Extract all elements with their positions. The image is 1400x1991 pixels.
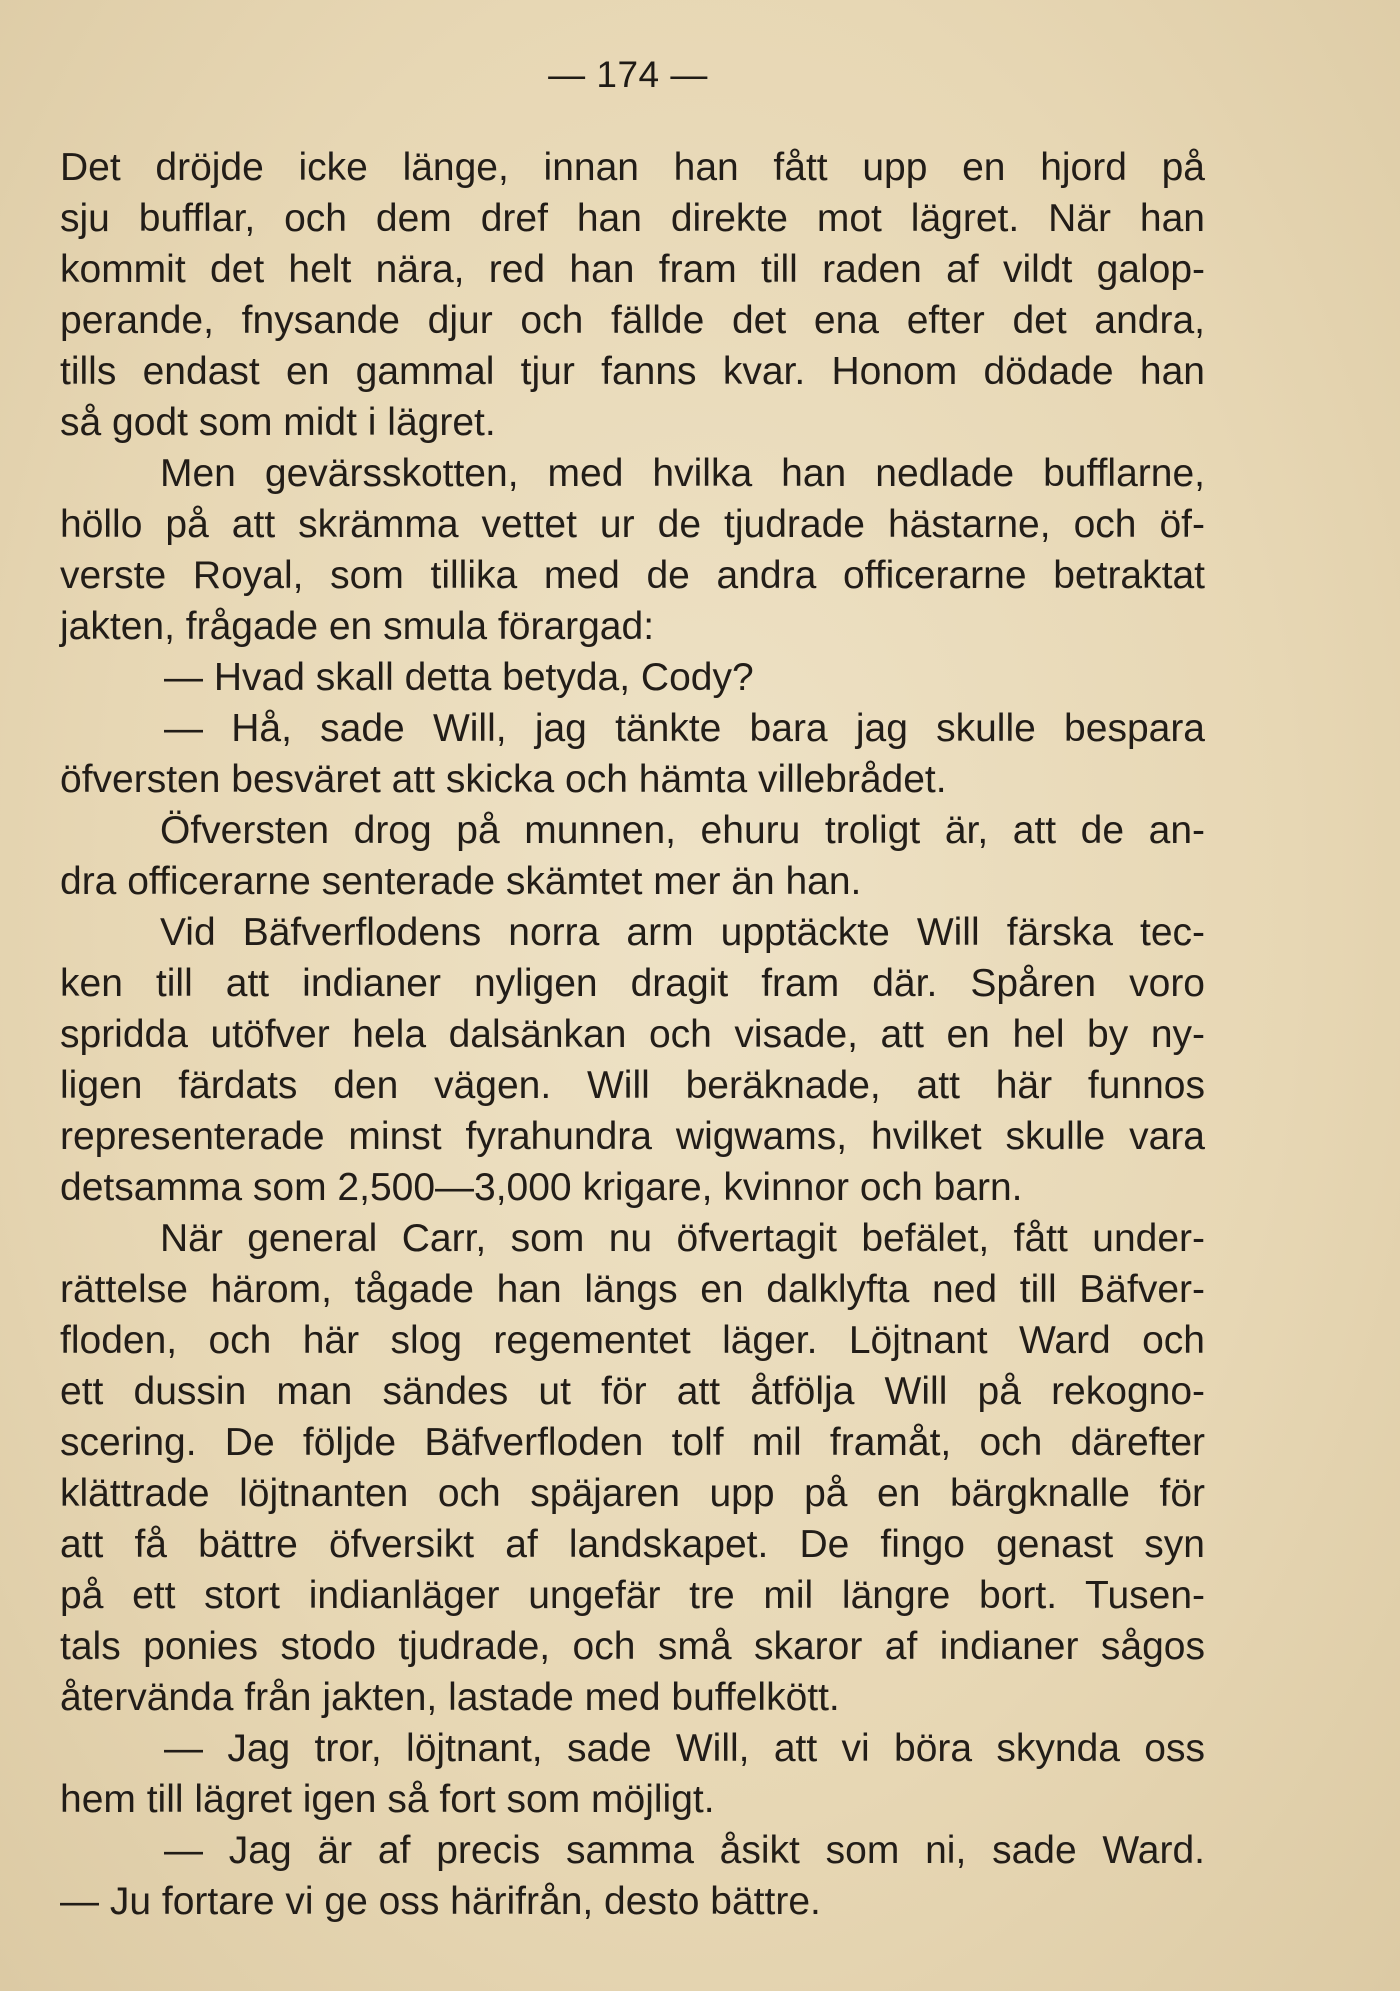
page-number: — 174 — [548, 54, 708, 95]
text-line: detsamma som 2,500—3,000 krigare, kvinnor och barn. [60, 1166, 1023, 1209]
text-line: Vid Bäfverflodens norra arm upptäckte Will färska tec- [160, 911, 1205, 954]
text-line: perande, fnysande djur och fällde det ena efter det andra, [60, 299, 1205, 342]
text-line: ligen färdats den vägen. Will beräknade, att här funnos [60, 1064, 1205, 1107]
text-line: dra officerarne senterade skämtet mer än han. [60, 860, 862, 903]
text-line: sju bufflar, och dem dref han direkte mot lägret. När han [60, 197, 1205, 240]
text-line: — Jag är af precis samma åsikt som ni, sade Ward. [164, 1829, 1205, 1872]
text-line: kommit det helt nära, red han fram till raden af vildt galop- [60, 248, 1205, 291]
text-line: floden, och här slog regementet läger. Löjtnant Ward och [60, 1319, 1205, 1362]
text-line: tals ponies stodo tjudrade, och små skaror af indianer sågos [60, 1625, 1205, 1668]
text-line: så godt som midt i lägret. [60, 401, 496, 444]
text-line: När general Carr, som nu öfvertagit befälet, fått under- [160, 1217, 1205, 1260]
text-line: klättrade löjtnanten och späjaren upp på en bärgknalle för [60, 1472, 1205, 1515]
text-line: spridda utöfver hela dalsänkan och visade, att en hel by ny- [60, 1013, 1205, 1056]
text-line: — Ju fortare vi ge oss härifrån, desto bättre. [60, 1880, 821, 1923]
text-line: höllo på att skrämma vettet ur de tjudrade hästarne, och öf- [60, 503, 1205, 546]
body-text [60, 142, 1205, 1927]
text-line: — Hvad skall detta betyda, Cody? [164, 656, 754, 699]
text-line: öfversten besväret att skicka och hämta villebrådet. [60, 758, 947, 801]
text-line: rättelse härom, tågade han längs en dalklyfta ned till Bäfver- [60, 1268, 1205, 1311]
text-line: Men gevärsskotten, med hvilka han nedlade bufflarne, [160, 452, 1205, 495]
text-line: återvända från jakten, lastade med buffelkött. [60, 1676, 840, 1719]
text-line: ken till att indianer nyligen dragit fram där. Spåren voro [60, 962, 1205, 1005]
text-line: Det dröjde icke länge, innan han fått upp en hjord på [60, 146, 1205, 189]
text-line: ett dussin man sändes ut för att åtfölja Will på rekogno- [60, 1370, 1205, 1413]
text-line: jakten, frågade en smula förargad: [60, 605, 655, 648]
text-line: — Jag tror, löjtnant, sade Will, att vi böra skynda oss [164, 1727, 1205, 1770]
text-line: på ett stort indianläger ungefär tre mil längre bort. Tusen- [60, 1574, 1205, 1617]
text-line: tills endast en gammal tjur fanns kvar. Honom dödade han [60, 350, 1205, 393]
text-line: att få bättre öfversikt af landskapet. De fingo genast syn [60, 1523, 1205, 1566]
text-line: — Hå, sade Will, jag tänkte bara jag skulle bespara [164, 707, 1205, 750]
text-line: representerade minst fyrahundra wigwams, hvilket skulle vara [60, 1115, 1205, 1158]
text-line: hem till lägret igen så fort som möjligt. [60, 1778, 715, 1821]
text-line: scering. De följde Bäfverfloden tolf mil framåt, och därefter [60, 1421, 1205, 1464]
text-line: verste Royal, som tillika med de andra officerarne betraktat [60, 554, 1205, 597]
text-line: Öfversten drog på munnen, ehuru troligt är, att de an- [160, 809, 1205, 852]
